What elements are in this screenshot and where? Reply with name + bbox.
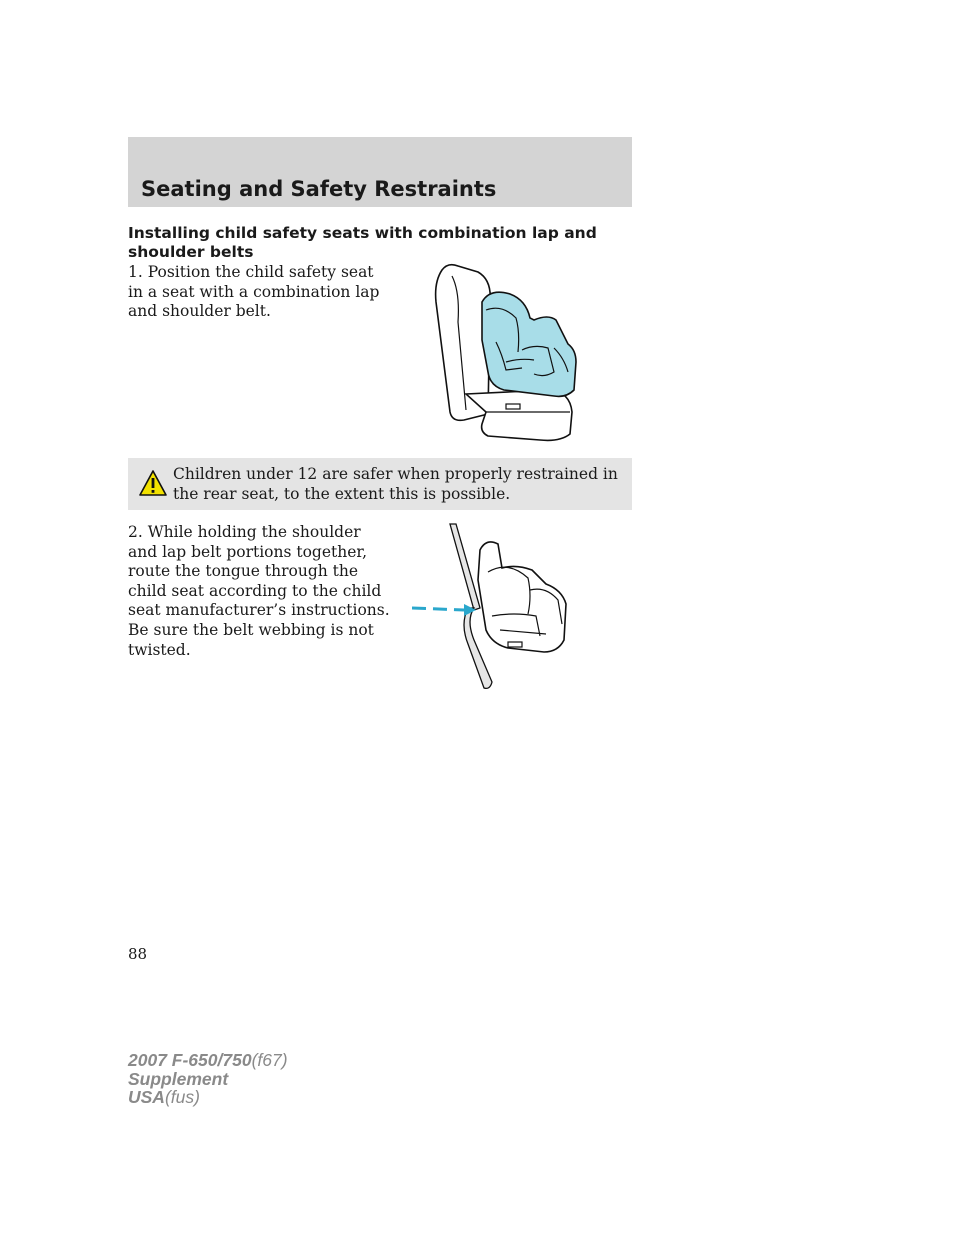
document-footer — [128, 1051, 288, 1107]
section-header-band — [128, 137, 632, 207]
child-seat-in-vehicle-seat-illustration — [430, 262, 590, 444]
step-2-text: 2. While holding the shoulder and lap belt portions together, route the tongue through the child seat according to the child seat manufacturer’s instructions. Be sure the belt webbing is not twisted. — [128, 523, 390, 659]
subheading: Installing child safety seats with combination lap and shoulder belts — [128, 224, 597, 261]
footer-market-code: (fus) — [164, 1087, 200, 1107]
page-number: 88 — [128, 945, 148, 963]
footer-model: 2007 F-650/750 — [128, 1050, 252, 1070]
belt-routing-illustration — [412, 520, 582, 692]
footer-model-code: (f67) — [251, 1050, 288, 1070]
footer-supplement: Supplement — [128, 1068, 229, 1089]
routing-arrow-line — [412, 608, 464, 610]
warning-triangle-icon — [138, 469, 168, 497]
section-title: Seating and Safety Restraints — [141, 177, 497, 201]
warning-callout — [128, 458, 632, 510]
footer-market: USA — [128, 1087, 165, 1107]
shoulder-belt-webbing — [450, 524, 480, 610]
child-safety-seat-outline — [478, 542, 566, 652]
warning-text: Children under 12 are safer when properly restrained in the rear seat, to the extent this is possible. — [173, 465, 618, 503]
step-1-text: 1. Position the child safety seat in a seat with a combination lap and shoulder belt. — [128, 263, 380, 321]
